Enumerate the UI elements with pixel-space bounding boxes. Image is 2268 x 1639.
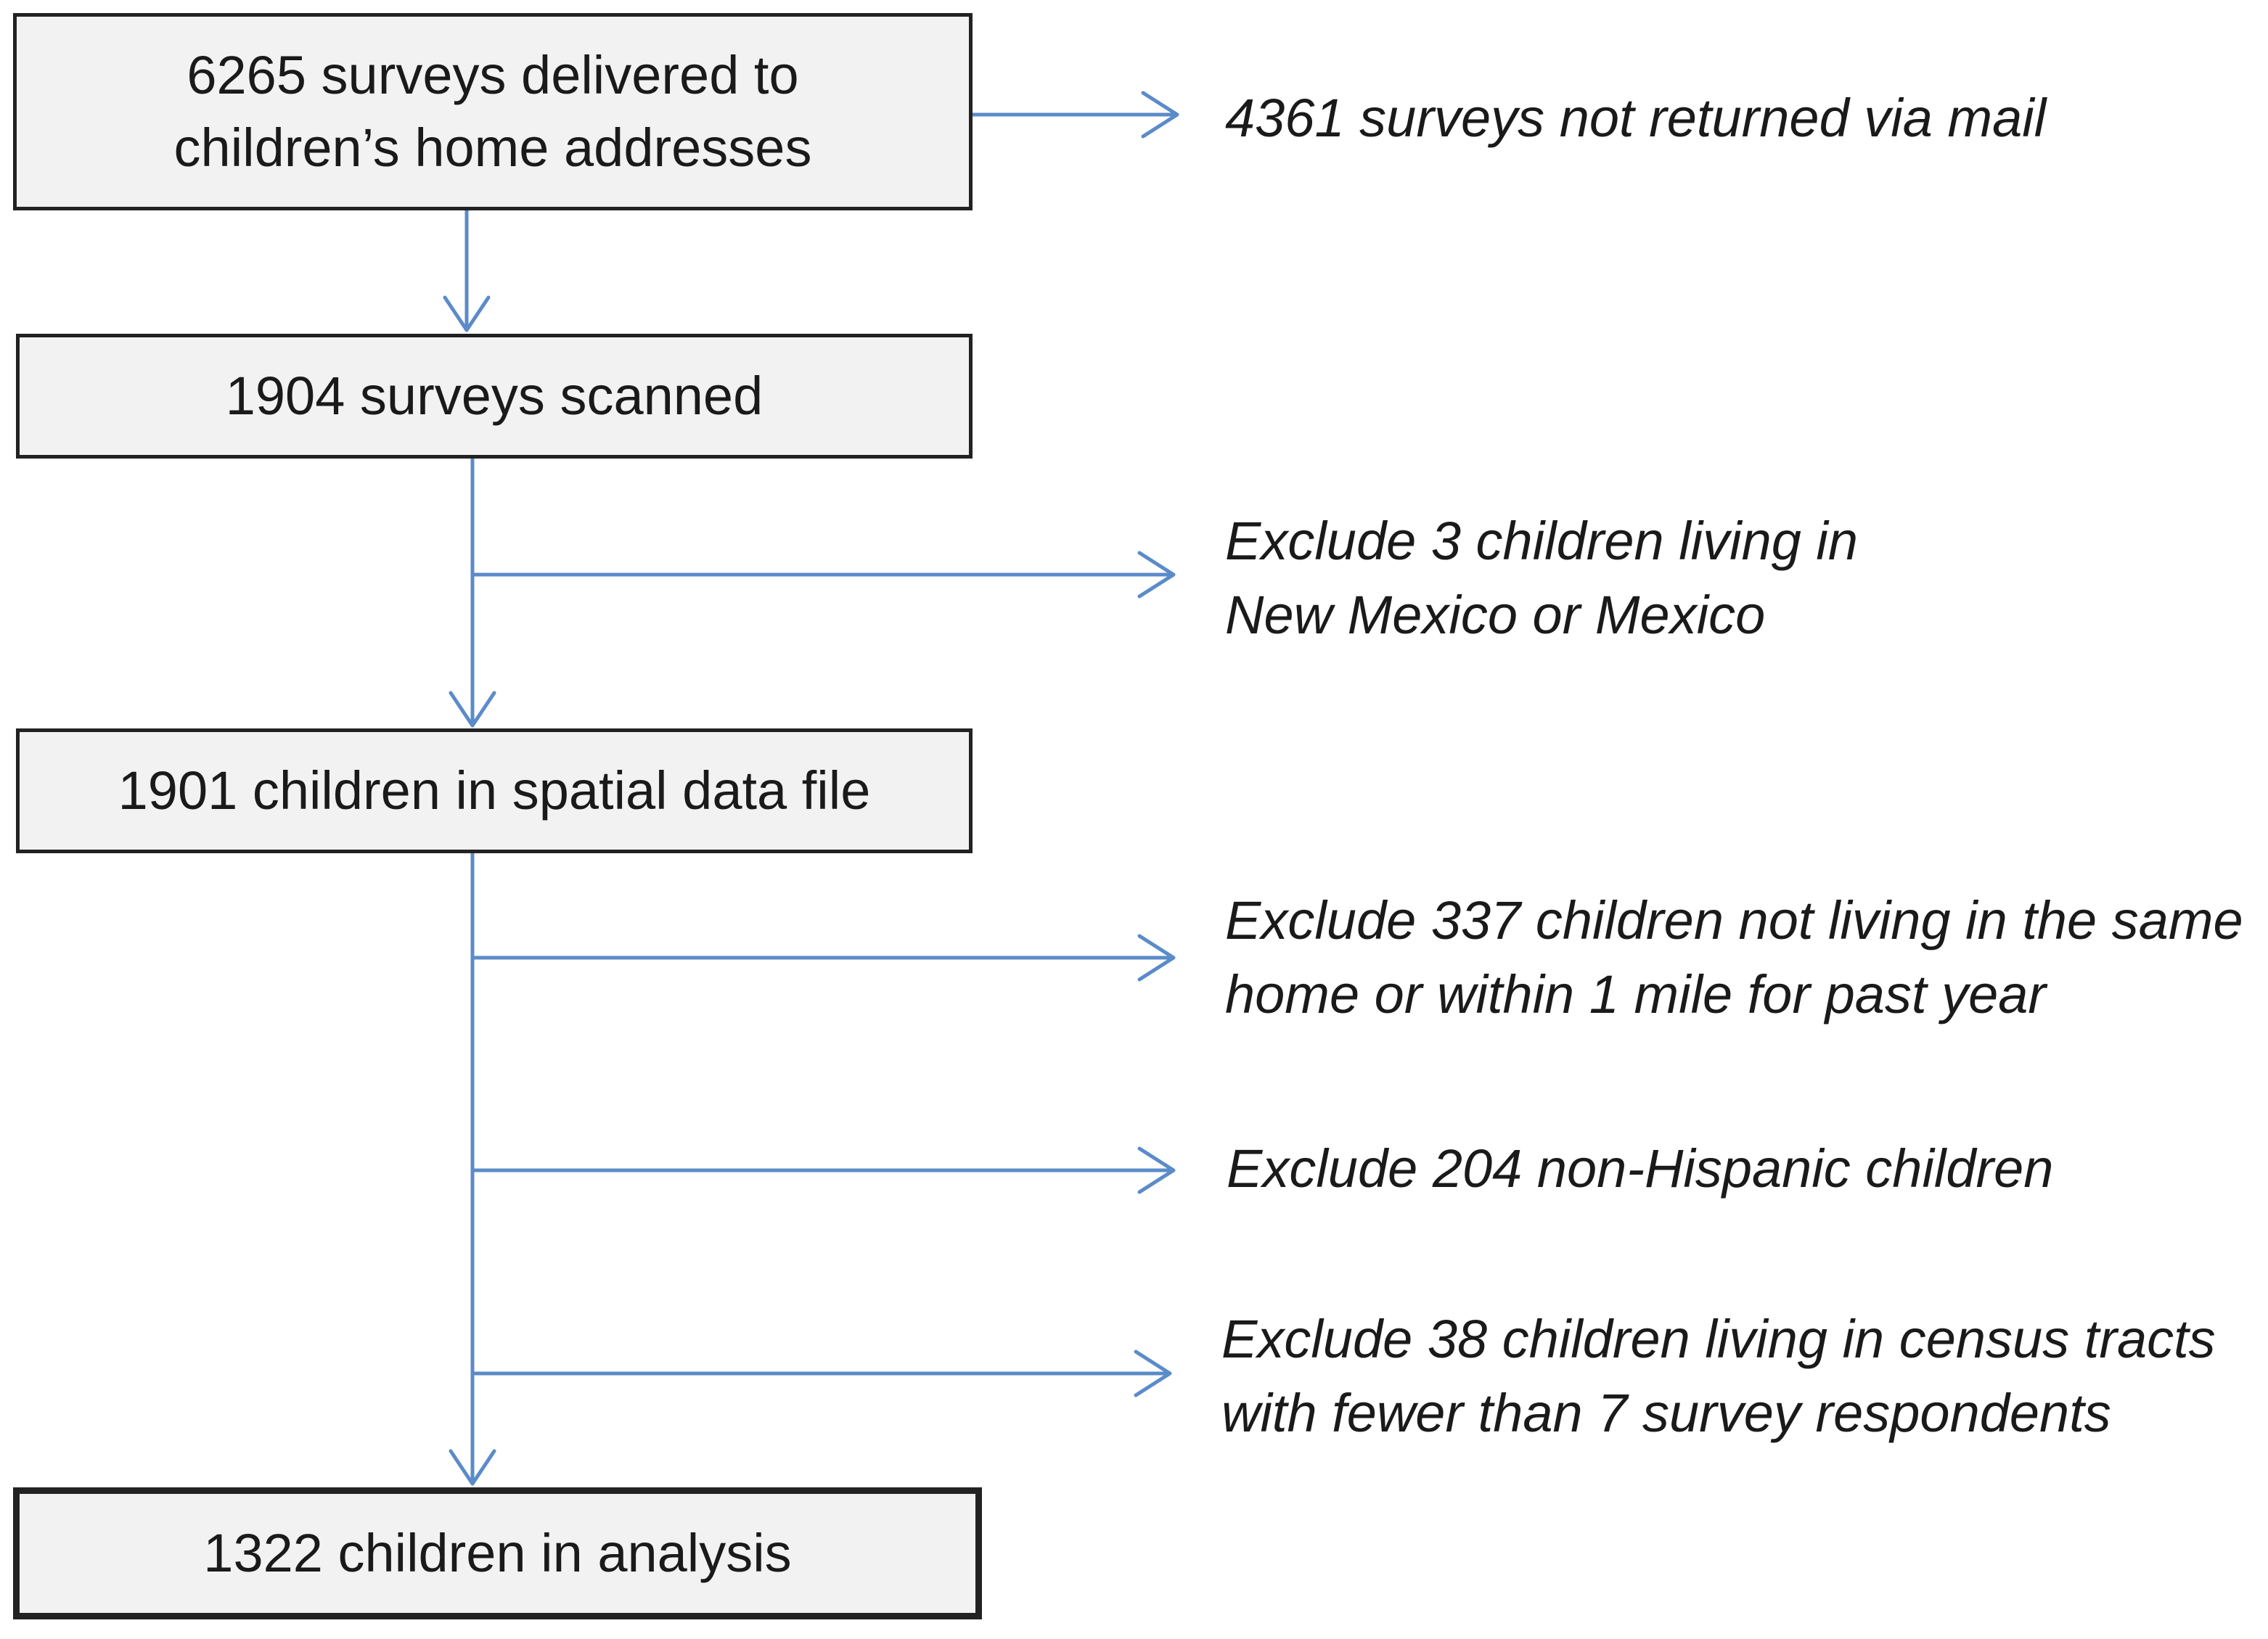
note-moved: [1225, 884, 2243, 1032]
box-children-in-analysis-line-1: 1322 children in analysis: [203, 1523, 792, 1583]
box-children-in-analysis: [13, 1487, 982, 1619]
box-surveys-delivered-line-1: 6265 surveys delivered to: [187, 45, 799, 105]
note-moved-line-1: Exclude 337 children not living in the same: [1225, 890, 2243, 950]
note-small-tracts-line-1: Exclude 38 children living in census tracts: [1221, 1309, 2216, 1369]
note-non-hispanic: [1227, 1132, 2053, 1206]
note-moved-line-2: home or within 1 mile for past year: [1225, 964, 2047, 1024]
note-not-returned-line-1: 4361 surveys not returned via mail: [1225, 88, 2047, 148]
note-outside-state: [1225, 504, 1858, 652]
note-small-tracts: [1221, 1302, 2216, 1450]
note-outside-state-line-2: New Mexico or Mexico: [1225, 585, 1766, 645]
note-small-tracts-line-2: with fewer than 7 survey respondents: [1221, 1383, 2111, 1443]
note-not-returned: [1225, 81, 2046, 155]
box-spatial-data-file: [16, 728, 973, 853]
box-surveys-scanned: [16, 334, 973, 459]
note-non-hispanic-line-1: Exclude 204 non-Hispanic children: [1227, 1138, 2054, 1199]
box-spatial-data-file-line-1: 1901 children in spatial data file: [118, 760, 871, 821]
note-outside-state-line-1: Exclude 3 children living in: [1225, 511, 1859, 571]
box-surveys-delivered-line-2: children’s home addresses: [173, 118, 812, 178]
box-surveys-scanned-line-1: 1904 surveys scanned: [225, 366, 763, 426]
box-surveys-delivered: [13, 13, 973, 210]
